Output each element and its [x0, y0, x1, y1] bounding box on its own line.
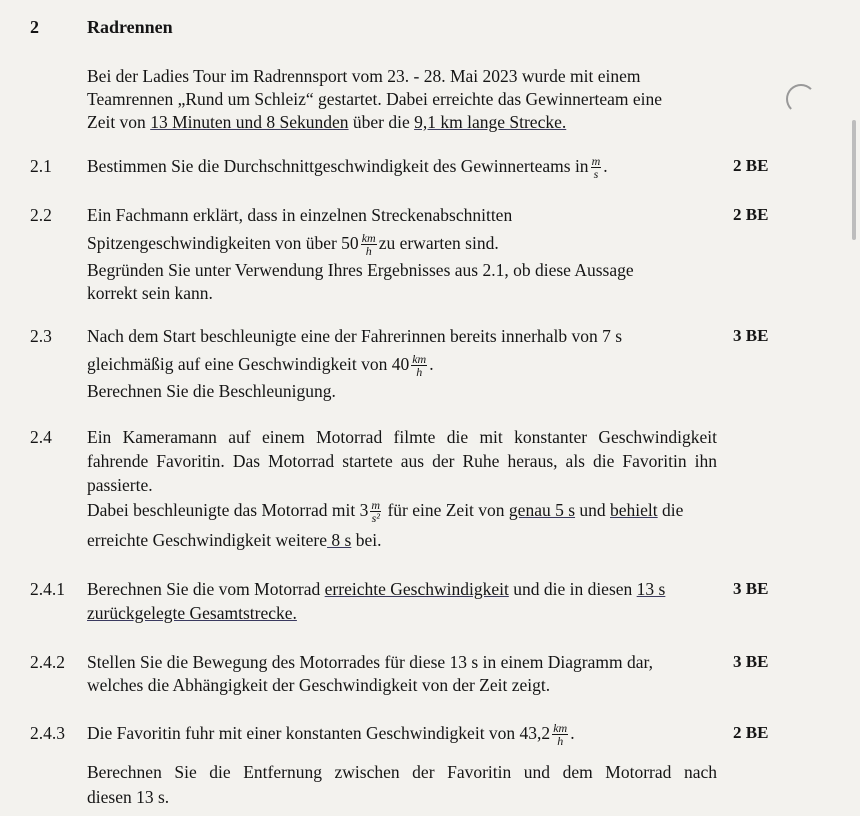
q24-line-5: erreichte Geschwindigkeit weitere 8 s bei. — [87, 530, 382, 550]
q243-points: 2 BE — [733, 723, 769, 742]
q23-points: 3 BE — [733, 326, 769, 345]
q24-line-1: Ein Kameramann auf einem Motorrad filmte die mit konstanter Geschwindigkeit — [87, 427, 717, 447]
q243-number: 2.4.3 — [30, 723, 65, 743]
q24-line-3: passierte. — [87, 475, 153, 495]
q241-points: 3 BE — [733, 579, 769, 598]
scrollbar[interactable] — [852, 120, 856, 240]
q24-number: 2.4 — [30, 427, 52, 447]
unit-fraction: $\frac{m}{\text{s²}}$ — [371, 498, 381, 526]
task-number: 2 — [30, 17, 39, 37]
intro-line-3: Zeit von 13 Minuten und 8 Sekunden über die 9,1 km lange Strecke. — [87, 112, 567, 132]
distance-underlined: 9,1 km lange Strecke. — [414, 112, 567, 132]
q21-text: Bestimmen Sie die Durchschnittgeschwindigkeit des Gewinnerteams in $\frac{m}{s}$ . — [87, 154, 608, 182]
task-title: Radrennen — [87, 17, 173, 37]
q22-line-4: korrekt sein kann. — [87, 283, 213, 303]
q243-line-1: Die Favoritin fuhr mit einer konstanten Geschwindigkeit von 43,2 $\frac{km}{h}$ . — [87, 721, 575, 749]
intro-line-2: Teamrennen „Rund um Schleiz“ gestartet. Dabei erreichte das Gewinnerteam eine — [87, 89, 663, 109]
q21-points: 2 BE — [733, 156, 769, 175]
pencil-mark — [786, 84, 816, 114]
q23-line-1: Nach dem Start beschleunigte eine der Fahrerinnen bereits innerhalb von 7 s — [87, 326, 623, 346]
q23-number: 2.3 — [30, 326, 52, 346]
q242-number: 2.4.2 — [30, 652, 65, 672]
q22-line-1: Ein Fachmann erklärt, dass in einzelnen Streckenabschnitten — [87, 205, 513, 225]
q23-line-3: Berechnen Sie die Beschleunigung. — [87, 381, 336, 401]
q21-number: 2.1 — [30, 156, 52, 176]
q24-line-4: Dabei beschleunigte das Motorrad mit 3 $\frac{m}{\text{s²}}$ für eine Zeit von genau 5 s und behielt die — [87, 498, 684, 526]
unit-fraction: $\frac{m}{s}$ — [591, 154, 601, 182]
q24-line-2: fahrende Favoritin. Das Motorrad startete aus der Ruhe heraus, als die Favoritin ihn — [87, 451, 717, 471]
intro-line-1: Bei der Ladies Tour im Radrennsport vom 23. - 28. Mai 2023 wurde mit einem — [87, 66, 641, 86]
q23-line-2: gleichmäßig auf eine Geschwindigkeit von 40 $\frac{km}{h}$ . — [87, 352, 434, 380]
q242-points: 3 BE — [733, 652, 769, 671]
q22-number: 2.2 — [30, 205, 52, 225]
unit-fraction: $\frac{km}{h}$ — [412, 352, 427, 380]
q242-line-1: Stellen Sie die Bewegung des Motorrades für diese 13 s in einem Diagramm dar, — [87, 652, 653, 672]
q22-points: 2 BE — [733, 205, 769, 224]
q241-number: 2.4.1 — [30, 579, 65, 599]
q22-line-3: Begründen Sie unter Verwendung Ihres Ergebnisses aus 2.1, ob diese Aussage — [87, 260, 634, 280]
q241-line-2: zurückgelegte Gesamtstrecke. — [87, 603, 297, 623]
q241-line-1: Berechnen Sie die vom Motorrad erreichte Geschwindigkeit und die in diesen 13 s — [87, 579, 666, 599]
q243-line-3: diesen 13 s. — [87, 787, 170, 807]
q22-line-2: Spitzengeschwindigkeiten von über 50 $\frac{km}{h}$ zu erwarten sind. — [87, 231, 499, 259]
time-underlined: 13 Minuten und 8 Sekunden — [150, 112, 349, 132]
unit-fraction: $\frac{km}{h}$ — [361, 231, 376, 259]
q242-line-2: welches die Abhängigkeit der Geschwindigkeit von der Zeit zeigt. — [87, 675, 551, 695]
q243-line-2: Berechnen Sie die Entfernung zwischen der Favoritin und dem Motorrad nach — [87, 762, 717, 782]
unit-fraction: $\frac{km}{h}$ — [553, 721, 568, 749]
